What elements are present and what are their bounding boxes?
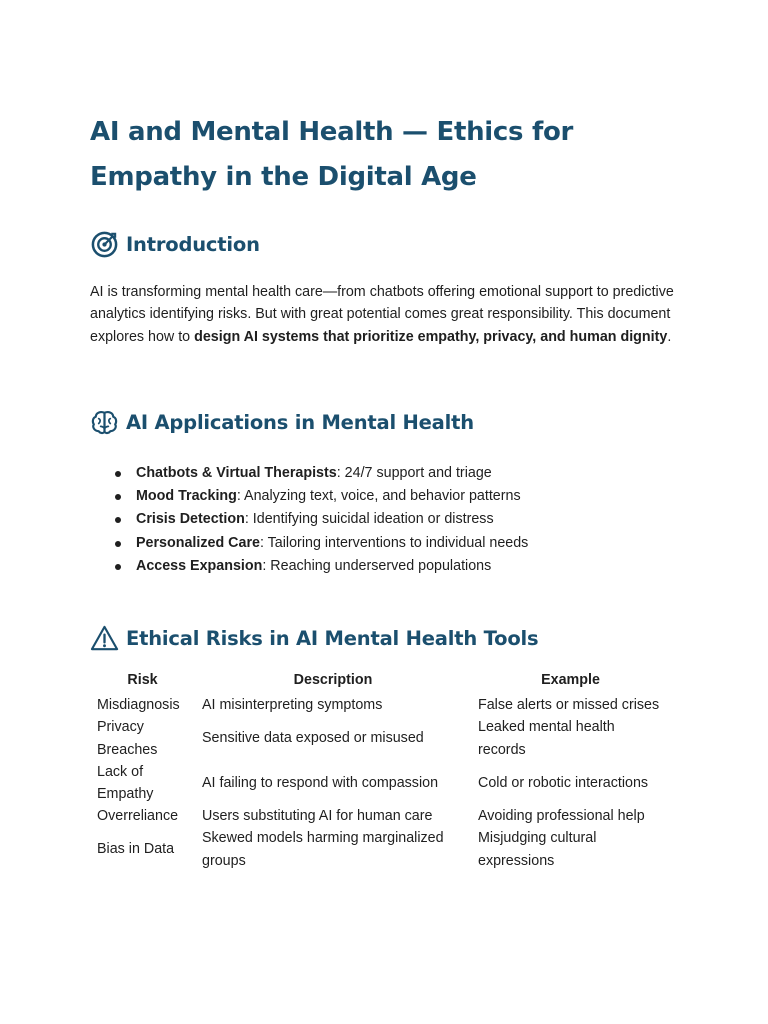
table-cell-risk: Overreliance (97, 808, 179, 825)
introduction-heading-label: Introduction (126, 233, 260, 256)
list-item (112, 508, 680, 531)
list-item (112, 462, 680, 485)
table-cell-description: Skewed models harming marginalized groups (202, 830, 444, 869)
table-cell-example: Cold or robotic interactions (478, 774, 649, 791)
applications-heading-label: AI Applications in Mental Health (126, 410, 474, 434)
list-item-term: Personalized Care (136, 534, 260, 551)
table-cell-risk: Privacy Breaches (97, 719, 158, 758)
list-item-desc: : 24/7 support and triage (336, 464, 492, 481)
column-header-risk: Risk (127, 671, 158, 688)
intro-text-end: . (667, 328, 672, 345)
table-header-row (90, 669, 670, 694)
table-cell-example: False alerts or missed crises (478, 697, 660, 714)
column-header-description: Description (293, 671, 373, 688)
introduction-paragraph (90, 281, 680, 348)
list-item-desc: : Analyzing text, voice, and behavior patterns (236, 488, 521, 505)
list-item-term: Access Expansion (136, 557, 263, 574)
warning-icon (90, 624, 119, 653)
intro-text-start: AI is transforming mental health care—from chatbots offering emotional support to predictive analytics identifying risks. But with great potential comes great responsibility. This document explores how to (90, 284, 674, 345)
list-item (112, 485, 680, 508)
introduction-heading (90, 230, 680, 259)
applications-heading (90, 408, 680, 437)
list-item (112, 555, 680, 578)
table-cell-risk: Lack of Empathy (97, 763, 154, 802)
list-item-desc: : Identifying suicidal ideation or distress (244, 511, 494, 528)
table-cell-description: Sensitive data exposed or misused (202, 730, 424, 747)
list-item-term: Mood Tracking (136, 488, 237, 505)
table-cell-description: Users substituting AI for human care (202, 808, 433, 825)
table-row (90, 694, 670, 716)
table-cell-example: Avoiding professional help (478, 808, 645, 825)
document-title: AI and Mental Health — Ethics for Empathy in the Digital Age (90, 117, 574, 192)
table-cell-example: Leaked mental health records (478, 719, 615, 758)
table-row (90, 827, 670, 871)
table-cell-example: Misjudging cultural expressions (478, 830, 597, 869)
table-cell-description: AI failing to respond with compassion (202, 774, 439, 791)
applications-list (90, 462, 680, 578)
table-cell-risk: Misdiagnosis (97, 697, 180, 714)
list-item-term: Chatbots & Virtual Therapists (136, 464, 337, 481)
list-item-desc: : Tailoring interventions to individual needs (259, 534, 529, 551)
ethical-risks-heading (90, 624, 680, 653)
table-cell-risk: Bias in Data (97, 841, 175, 858)
list-item-term: Crisis Detection (136, 511, 245, 528)
ethical-risks-heading-label: Ethical Risks in AI Mental Health Tools (126, 626, 539, 650)
table-row (90, 761, 670, 805)
table-row (90, 805, 670, 827)
column-header-example: Example (541, 671, 600, 688)
table-row (90, 716, 670, 760)
table-cell-description: AI misinterpreting symptoms (202, 697, 383, 714)
ethical-risks-table (90, 669, 670, 872)
intro-text-bold: design AI systems that prioritize empathy, privacy, and human dignity (194, 328, 668, 345)
target-icon (90, 230, 119, 259)
brain-icon (90, 408, 119, 437)
list-item (112, 532, 680, 555)
document-page (90, 110, 680, 872)
list-item-desc: : Reaching underserved populations (262, 557, 492, 574)
